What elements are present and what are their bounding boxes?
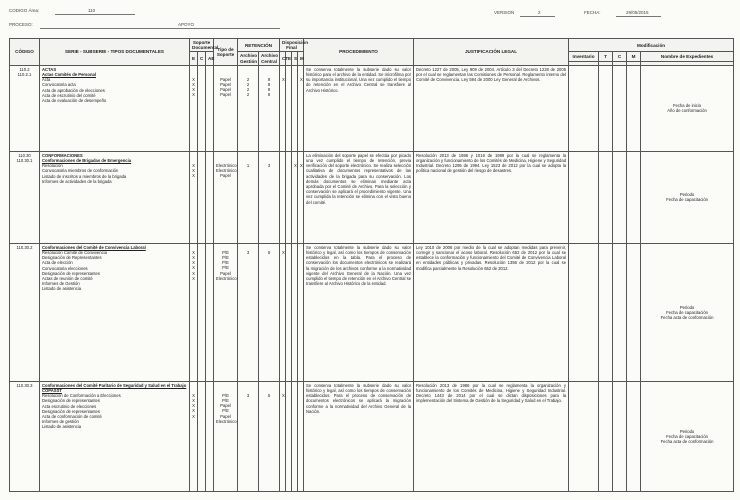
table-row: 110.30.2 Conformaciones del Comité de Convivencia Laboral Resolución Comité de Convivencia Designación de Representantes Acta de elección Convocatoria elecciones Designación de representantes Actas de reunión de comité Informes de Gestión Listado de asistencia X X X X X X P/E P/E P/E P/E Papel Electrónico 3 5 X Se conserva totalmente la subserie dado su valor histórico y legal, así como los tiempos de conservación establecidos en la tabla. Para el proceso de conservación los documentos electrónicos se realizará la migración de los archivos conforme a la normatividad vigente del Archivo General de la Nación. Una vez cumplido el tiempo de retención en el Archivo Central se transfiere al Archivo Histórico de la entidad. Ley 1010 de 2006 por medio de la cual se adoptan medidas para prevenir, corregir y sancionar el acoso laboral. Resolución 652 de 2012 por la cual se establece la conformación y funcionamiento del Comité de Convivencia Laboral en entidades públicas y privadas. Resolución 1356 de 2012 por la cual se modifica parcialmente la Resolución 652 de 2012. Periodo Fecha de capacitación Fecha acta de conformación xyxy=(10,243,734,381)
fecha-value: 29/05/2015 xyxy=(626,10,649,15)
col-serie: SERIE - SUBSERIE - TIPOS DOCUMENTALES xyxy=(40,39,190,66)
col-disposicion: Disposición Final xyxy=(280,39,304,52)
col-disp-s: S xyxy=(292,52,298,65)
row-serie: Conformaciones del Comité de Convivencia Laboral Resolución Comité de Convivencia Designación de Representantes Acta de elección Convocatoria elecciones Designación de representantes Actas de reunión de comité Informes de Gestión Listado de asistencia xyxy=(40,243,190,381)
row-justificacion: Resolución 2013 de 1986 y 1016 de 1989 por la cual se reglamenta la organización y funcionamiento de los Comités de Medicina, Higiene y Seguridad Industrial. Decreto 1295 de 1994. Ley 1523 de 2012 por la cual se adopta la política nacional de gestión del riesgo de desastres. xyxy=(414,151,569,243)
row-justificacion: Decreto 1227 de 2005, Ley 909 de 2004. Artículo 3 del Decreto 1228 de 2005 por el cual se reglamentan las Comisiones de Personal. Reglamento interno del Comité de Convivencia. Ley 594 de 2000 Ley General de Archivos. xyxy=(414,65,569,151)
row-code: 110.30.3 xyxy=(10,381,40,491)
col-codigo: CÓDIGO xyxy=(10,39,40,66)
col-archivo-central: Archivo Central xyxy=(259,52,280,65)
fecha-underline xyxy=(616,16,661,17)
col-soporte-ae: AE xyxy=(206,52,214,65)
row-serie: ACTAS Actas Comités de Personal Acta Convocatoria acta Acta de aprobación de elecciones Acta de escrutinio del comité Acta de evaluación de desempeño xyxy=(40,65,190,151)
dependencia-label: CODIGO Área: xyxy=(9,8,40,13)
col-mod-t: T xyxy=(599,52,613,62)
proceso-label: PROCESO: xyxy=(9,22,33,27)
retention-table xyxy=(9,38,734,492)
row-code: 110.30 110.30.1 xyxy=(10,151,40,243)
col-disp-ct: CT xyxy=(280,52,286,65)
col-mod-m: M xyxy=(627,52,641,62)
col-disp-m: M xyxy=(298,52,304,65)
proceso-underline xyxy=(40,28,280,29)
table-row: 110.30.3 Conformaciones del Comité Paritario de Seguridad y Salud en el Trabajo COPASST Resolución de Conformación a Elecciones Designación de representantes Acta escrutinio de elecciones Designación de representantes Acta de conformación de comité Informes de gestión Listado de asistencia X X X X X P/E P/E Papel P/E Papel Electrónico 3 5 X Se conserva totalmente la subserie dado su valor histórico y legal, así como los tiempos de conservación establecidos. Para el proceso de conservación de documentos electrónicos se aplicará la migración conforme a la normatividad del Archivo General de la Nación. Resolución 2013 de 1986 por la cual se reglamenta la organización y funcionamiento de los Comités de Medicina, Higiene y Seguridad Industrial. Decreto 1443 de 2014 por el cual se dictan disposiciones para la implementación del Sistema de Gestión de la Seguridad y Salud en el Trabajo. Periodo Fecha de capacitación Fecha acta de conformación xyxy=(10,381,734,491)
col-justificacion: JUSTIFICACIÓN LEGAL xyxy=(414,39,569,66)
col-retencion: RETENCIÓN xyxy=(238,39,280,52)
row-procedimiento: Se conserva totalmente la subserie dado su valor histórico y legal, así como los tiempos de conservación establecidos en la tabla. Para el proceso de conservación los documentos electrónicos se realizará la migración de los archivos conforme a la normatividad vigente del Archivo General de la Nación. Una vez cumplido el tiempo de retención en el Archivo Central se transfiere al Archivo Histórico de la entidad. xyxy=(304,243,414,381)
proceso-value: APOYO xyxy=(178,22,195,27)
row-expedientes: Periodo Fecha de capacitación Fecha acta de conformación xyxy=(641,381,734,491)
dependencia-underline xyxy=(55,14,135,15)
row-procedimiento: Se conserva totalmente la subserie dado su valor histórico para el archivo de la entidad. Se microfilma por su importancia institucional. Una vez cumplido el tiempo de retención en el Archivo Central se transfiere al Archivo Histórico. xyxy=(304,65,414,151)
row-serie: Conformaciones del Comité Paritario de Seguridad y Salud en el Trabajo COPASST Resolución de Conformación a Elecciones Designación de representantes Acta escrutinio de elecciones Designación de representantes Acta de conformación de comité Informes de gestión Listado de asistencia xyxy=(40,381,190,491)
dependencia-value: 110 xyxy=(88,8,96,13)
col-disp-e: E xyxy=(286,52,292,65)
row-procedimiento: La eliminación del soporte papel se efectúa por picado una vez cumplido el tiempo de retención, previa verificación del soporte electrónico. Se realiza selección cualitativa de documentos representativos de las actividades de la brigada para su conservación. Los demás documentos se eliminan mediante acta aprobada por el Comité de Archivo. Para la selección y conservación se aplicará el procedimiento vigente. Una vez cumplida la retención se elimina con el visto bueno del comité. xyxy=(304,151,414,243)
version-value: 2 xyxy=(538,10,541,15)
col-nombre-expedientes: Nombre de Expedientes xyxy=(641,52,734,62)
row-expedientes: Fecha de inicio Año de conformación xyxy=(641,65,734,151)
table-row: 110.2 110.2.1 ACTAS Actas Comités de Personal Acta Convocatoria acta Acta de aprobación de elecciones Acta de escrutinio del comité Acta de evaluación de desempeño X X X X Papel Papel Papel Papel 2 2 2 2 8 8 8 8 X X Se conserva totalmente la subserie dado su valor histórico para el archivo de la entidad. Se microfilma por su importancia institucional. Una vez cumplido el tiempo de retención en el Archivo Central se transfiere al Archivo Histórico. Decreto 1227 de 2005, Ley 909 de 2004. Artículo 3 del Decreto 1228 de 2005 por el cual se reglamentan las Comisiones de Personal. Reglamento interno del Comité de Convivencia. Ley 594 de 2000 Ley General de Archivos. Fecha de inicio Año de conformación xyxy=(10,65,734,151)
version-label: VERSION xyxy=(494,10,515,15)
col-archivo-gestion: Archivo Gestión xyxy=(238,52,259,65)
row-justificacion: Ley 1010 de 2006 por medio de la cual se adoptan medidas para prevenir, corregir y sancionar el acoso laboral. Resolución 652 de 2012 por la cual se establece la conformación y funcionamiento del Comité de Convivencia Laboral en entidades públicas y privadas. Resolución 1356 de 2012 por la cual se modifica parcialmente la Resolución 652 de 2012. xyxy=(414,243,569,381)
row-expedientes: Periodo Fecha de capacitación xyxy=(641,151,734,243)
col-soporte-e: E xyxy=(190,52,198,65)
row-procedimiento: Se conserva totalmente la subserie dado su valor histórico y legal, así como los tiempos de conservación establecidos. Para el proceso de conservación de documentos electrónicos se aplicará la migración conforme a la normatividad del Archivo General de la Nación. xyxy=(304,381,414,491)
fecha-label: FECHA: xyxy=(584,10,601,15)
row-expedientes: Periodo Fecha de capacitación Fecha acta de conformación xyxy=(641,243,734,381)
col-soporte: Soporte Documental xyxy=(190,39,214,52)
row-code: 110.2 110.2.1 xyxy=(10,65,40,151)
row-serie: CONFORMACIONES Conformaciones de Brigadas de Emergencia Resolución Convocatoria miembros de conformación Listado de inscritos a miembros de la brigada Informes de actividades de la brigada xyxy=(40,151,190,243)
row-code: 110.30.2 xyxy=(10,243,40,381)
col-mod-inventario: Inventario xyxy=(569,52,599,62)
table-row: 110.30 110.30.1 CONFORMACIONES Conformaciones de Brigadas de Emergencia Resolución Convocatoria miembros de conformación Listado de inscritos a miembros de la brigada Informes de actividades de la brigada X X X Electrónico Electrónico Papel 1 3 X X La eliminación del soporte papel se efectúa por picado una vez cumplido el tiempo de retención, previa verificación del soporte electrónico. Se realiza selección cualitativa de documentos representativos de las actividades de la brigada para su conservación. Los demás documentos se eliminan mediante acta aprobada por el Comité de Archivo. Para la selección y conservación se aplicará el procedimiento vigente. Una vez cumplida la retención se elimina con el visto bueno del comité. Resolución 2013 de 1986 y 1016 de 1989 por la cual se reglamenta la organización y funcionamiento de los Comités de Medicina, Higiene y Seguridad Industrial. Decreto 1295 de 1994. Ley 1523 de 2012 por la cual se adopta la política nacional de gestión del riesgo de desastres. Periodo Fecha de capacitación xyxy=(10,151,734,243)
col-tipo-soporte: Tipo de Soporte xyxy=(214,39,238,66)
col-soporte-c: C xyxy=(198,52,206,65)
col-mod-c: C xyxy=(613,52,627,62)
col-modificacion: Modificación xyxy=(569,39,734,52)
col-procedimiento: PROCEDIMIENTO xyxy=(304,39,414,66)
row-justificacion: Resolución 2013 de 1986 por la cual se reglamenta la organización y funcionamiento de los Comités de Medicina, Higiene y Seguridad Industrial. Decreto 1443 de 2014 por el cual se dictan disposiciones para la implementación del Sistema de Gestión de la Seguridad y Salud en el Trabajo. xyxy=(414,381,569,491)
version-underline xyxy=(520,16,555,17)
